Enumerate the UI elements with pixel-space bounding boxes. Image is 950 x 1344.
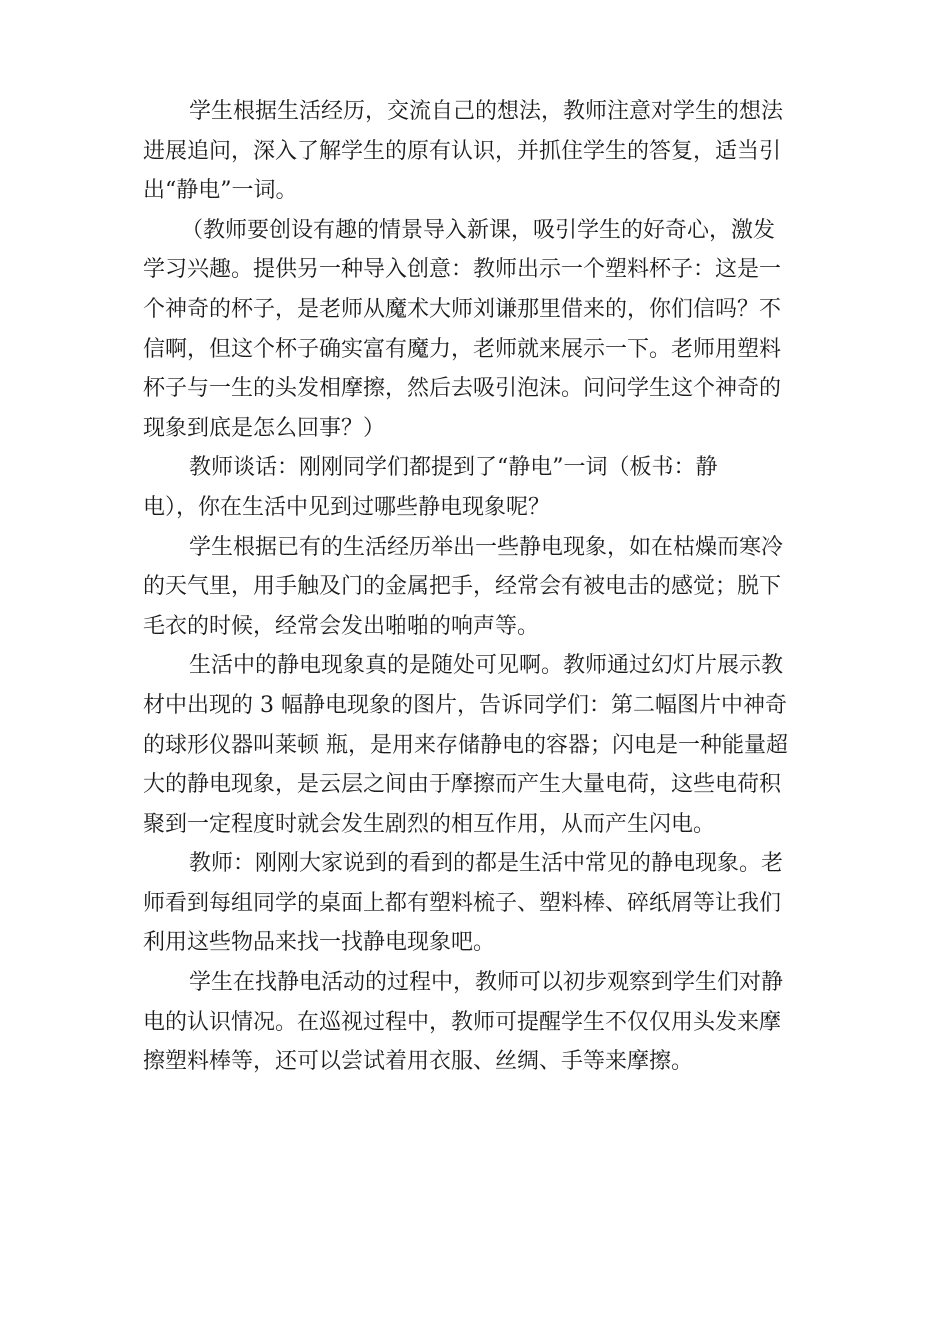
text-line: 学生根据生活经历，交流自己的想法，教师注意对学生的想法 [189,99,784,124]
text-line: 个神奇的杯子，是老师从魔术大师刘谦那里借来的，你们信吗？不 [143,296,782,322]
text-line: 电的认识情况。在巡视过程中，教师可提醒学生不仅仅用头发来摩 [143,1009,782,1035]
paragraph-student-exchange [143,92,807,211]
text-line: 生活中的静电现象真的是随处可见啊。教师通过幻灯片展示教 [189,653,784,679]
text-line: 电），你在生活中见到过哪些静电现象呢？ [143,494,551,520]
paragraph-student-examples [143,528,807,647]
text-line: 擦塑料棒等，还可以尝试着用衣服、丝绸、手等来摩擦。 [143,1049,694,1075]
text-line: 杯子与一生的头发相摩擦，然后去吸引泡沫。问问学生这个神奇的 [143,376,782,402]
text-line: 毛衣的时候，经常会发出啪啪的响声等。 [143,613,540,639]
text-line: 出“静电”一词。 [143,178,298,204]
text-line: 大的静电现象，是云层之间由于摩擦而产生大量电荷，这些电荷积 [143,772,782,798]
text-line: 信啊，但这个杯子确实富有魔力，老师就来展示一下。老师用塑料 [143,336,782,362]
text-line: 教师谈话：刚刚同学们都提到了“静电”一词（板书：静 [189,455,718,481]
text-line: 教师：刚刚大家说到的看到的都是生活中常见的静电现象。老 [189,851,784,877]
text-line: 学生在找静电活动的过程中，教师可以初步观察到学生们对静 [189,970,784,996]
paragraph-teacher-talk [143,448,807,527]
text-line: 材中出现的 3 幅静电现象的图片，告诉同学们：第二幅图片中神奇 [143,692,787,718]
text-line: 现象到底是怎么回事？） [143,415,386,441]
text-line: 的球形仪器叫莱顿 瓶，是用来存储静电的容器；闪电是一种能量超 [143,732,788,758]
text-line: 进展追问，深入了解学生的原有认识，并抓住学生的答复，适当引 [143,138,782,164]
paragraph-activity [143,963,807,1082]
text-line: 学习兴趣。提供另一种导入创意：教师出示一个塑料杯子：这是一 [143,257,782,283]
text-line: 师看到每组同学的桌面上都有塑料梳子、塑料棒、碎纸屑等让我们 [143,890,782,916]
text-line: 利用这些物品来找一找静电现象吧。 [143,930,496,956]
paragraph-teacher-note [143,211,807,449]
text-line: 学生根据已有的生活经历举出一些静电现象，如在枯燥而寒冷 [189,534,784,560]
document-body [143,92,807,1082]
paragraph-slides [143,646,807,844]
text-line: 的天气里，用手触及门的金属把手，经常会有被电击的感觉；脱下 [143,574,782,600]
text-line: 聚到一定程度时就会发生剧烈的相互作用，从而产生闪电。 [143,811,716,837]
paragraph-materials [143,844,807,963]
text-line: （教师要创设有趣的情景导入新课，吸引学生的好奇心，激发 [181,217,776,243]
